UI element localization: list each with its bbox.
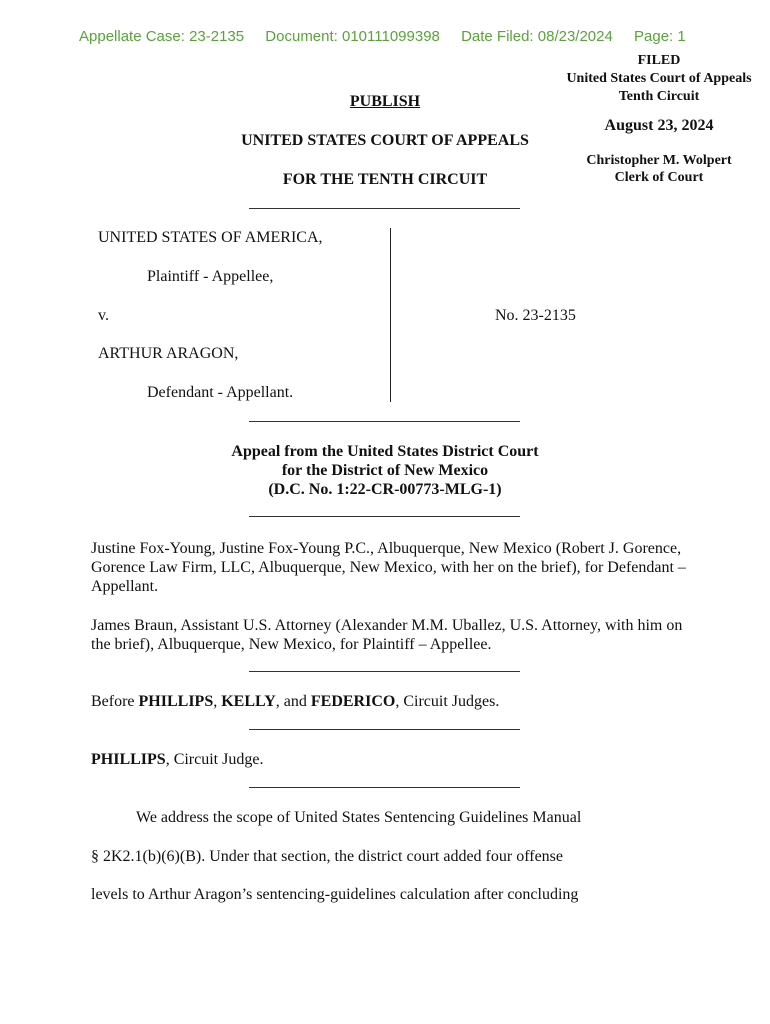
circuit-title: FOR THE TENTH CIRCUIT (282, 171, 488, 188)
divider (249, 729, 520, 730)
judge-federico: FEDERICO (310, 693, 396, 710)
filed-date: August 23, 2024 (604, 117, 714, 134)
author-line (91, 751, 263, 769)
defendant-name: ARTHUR ARAGON, (98, 345, 239, 362)
publish-label: PUBLISH (349, 93, 421, 110)
filed-court: United States Court of Appeals (566, 71, 752, 86)
appeal-line-1: Appeal from the United States District Court (231, 443, 539, 460)
author-suffix: , Circuit Judge. (165, 751, 264, 768)
page-header (79, 28, 686, 45)
author-name: PHILLIPS (91, 751, 166, 768)
panel-before: Before (91, 693, 139, 710)
clerk-title: Clerk of Court (614, 170, 704, 185)
panel-sep-2: , and (275, 693, 311, 710)
divider (249, 421, 520, 422)
appeal-line-2: for the District of New Mexico (281, 462, 489, 479)
defendant-role: Defendant - Appellant. (147, 384, 294, 401)
versus-label: v. (98, 307, 109, 324)
filed-stamp (548, 52, 770, 186)
divider (249, 787, 520, 788)
opinion-line-3: levels to Arthur Aragon’s sentencing-guidelines calculation after concluding (91, 886, 579, 903)
panel-line (91, 693, 499, 711)
plaintiff-role: Plaintiff - Appellee, (147, 268, 274, 285)
header-document: Document: 010111099398 (265, 28, 440, 45)
opinion-line-1: We address the scope of United States Sentencing Guidelines Manual (136, 809, 582, 826)
panel-suffix: , Circuit Judges. (395, 693, 500, 710)
header-page: Page: 1 (634, 28, 686, 45)
caption-divider-line (390, 228, 391, 402)
divider (249, 516, 520, 517)
defendant-counsel: Justine Fox-Young, Justine Fox-Young P.C., Albuquerque, New Mexico (Robert J. Gorence, Gorence Law Firm, LLC, Albuquerque, New Mexico, with her on the brief), for Defendant – Appellant. (91, 540, 686, 595)
judge-kelly: KELLY (221, 693, 276, 710)
judge-phillips: PHILLIPS (138, 693, 214, 710)
appeal-line-3: (D.C. No. 1:22-CR-00773-MLG-1) (268, 481, 502, 498)
header-case: Appellate Case: 23-2135 (79, 28, 245, 45)
header-date-filed: Date Filed: 08/23/2024 (461, 28, 613, 45)
filed-label: FILED (637, 53, 681, 68)
court-title: UNITED STATES COURT OF APPEALS (241, 132, 529, 149)
divider (249, 671, 520, 672)
clerk-name: Christopher M. Wolpert (586, 153, 732, 168)
filed-circuit: Tenth Circuit (618, 89, 700, 104)
plaintiff-counsel: James Braun, Assistant U.S. Attorney (Alexander M.M. Uballez, U.S. Attorney, with him on the brief), Albuquerque, New Mexico, for Plaintiff – Appellee. (91, 617, 683, 653)
appeal-block (180, 442, 590, 499)
case-number: No. 23-2135 (495, 307, 576, 324)
plaintiff-name: UNITED STATES OF AMERICA, (98, 229, 323, 246)
opinion-line-2: § 2K2.1(b)(6)(B). Under that section, the district court added four offense (91, 848, 564, 865)
panel-sep-1: , (213, 693, 222, 710)
divider (249, 208, 520, 209)
